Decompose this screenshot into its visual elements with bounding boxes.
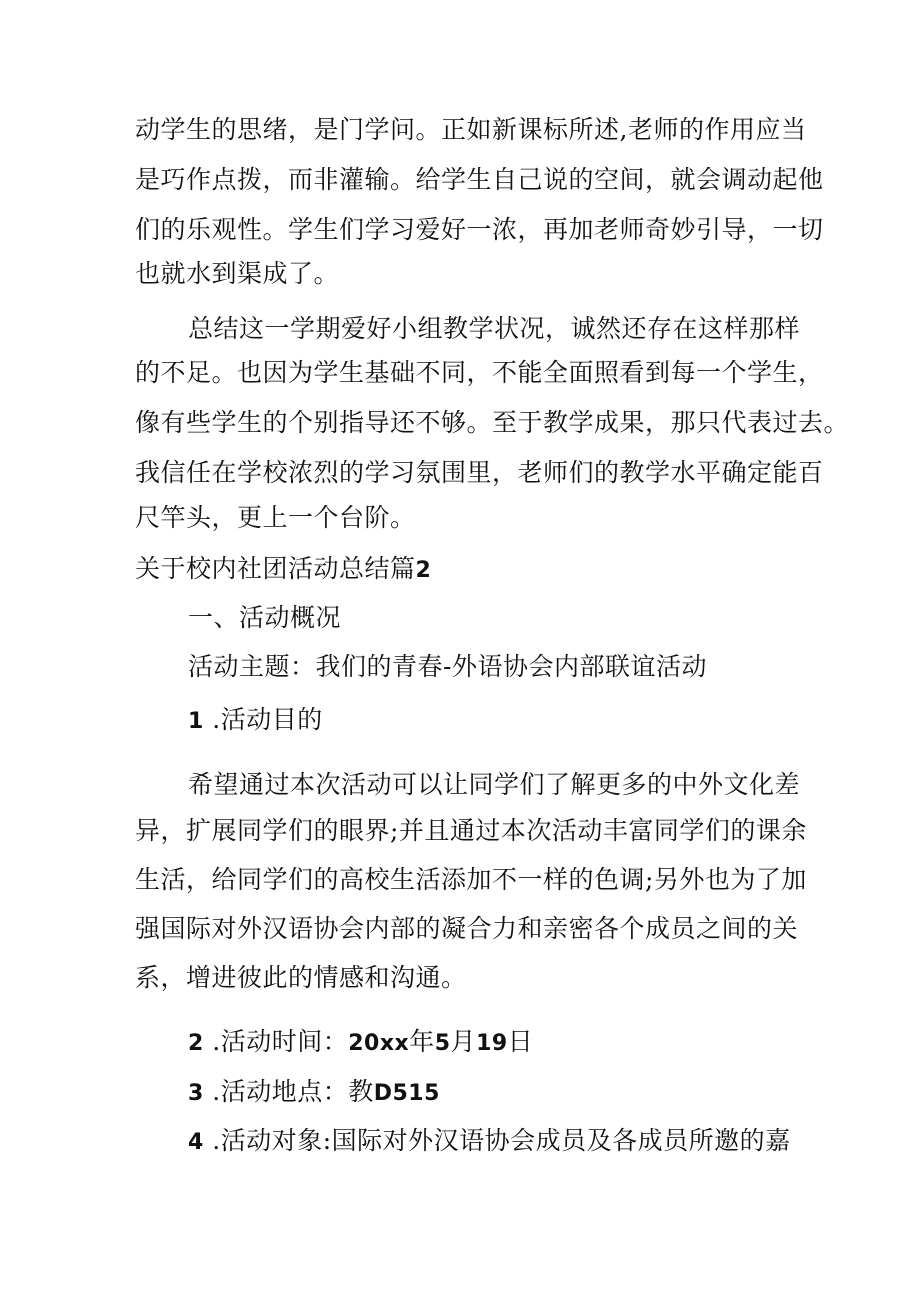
item-label: .活动对象:国际对外汉语协会成员及各成员所邀的嘉 [212, 1126, 791, 1155]
room-number: D515 [373, 1081, 440, 1106]
paragraph-line: 强国际对外汉语协会内部的凝合力和亲密各个成员之间的关 [135, 914, 799, 943]
item-label: .活动地点：教 [212, 1077, 374, 1106]
paragraph-line: 尺竿头，更上一个台阶。 [135, 503, 416, 532]
item-number: 1 [188, 709, 204, 734]
date-year: 20xx [348, 1031, 410, 1056]
section-title-number: 2 [415, 558, 432, 583]
date-day: 19 [476, 1031, 508, 1056]
paragraph-line: 的不足。也因为学生基础不同，不能全面照看到每一个学生， [135, 358, 824, 387]
item-purpose [188, 702, 323, 740]
paragraph-line: 也就水到渠成了。 [135, 259, 340, 288]
paragraph-line: 异，扩展同学们的眼界;并且通过本次活动丰富同学们的课余 [135, 816, 807, 845]
item-participants [188, 1123, 791, 1161]
paragraph-line: 希望通过本次活动可以让同学们了解更多的中外文化差 [188, 770, 801, 799]
item-label: .活动目的 [212, 705, 323, 734]
paragraph-line: 们的乐观性。学生们学习爱好一浓，再加老师奇妙引导，一切 [135, 215, 824, 244]
paragraph-line: 系，增进彼此的情感和沟通。 [135, 963, 467, 992]
item-number: 4 [188, 1130, 204, 1155]
paragraph-line: 我信任在学校浓烈的学习氛围里，老师们的教学水平确定能百 [135, 458, 824, 487]
date-month-char: 月 [450, 1027, 477, 1056]
item-time [188, 1024, 533, 1062]
item-number: 3 [188, 1081, 204, 1106]
section-title-text: 关于校内社团活动总结篇 [135, 554, 416, 583]
activity-theme: 活动主题：我们的青春-外语协会内部联谊活动 [188, 652, 707, 681]
paragraph-line: 生活，给同学们的高校生活添加不一样的色调;另外也为了加 [135, 865, 807, 894]
item-label: .活动时间： [212, 1027, 349, 1056]
item-location [188, 1074, 440, 1112]
date-year-char: 年 [409, 1027, 435, 1056]
overview-heading: 一、活动概况 [188, 603, 342, 632]
item-number: 2 [188, 1031, 204, 1056]
date-day-char: 日 [507, 1027, 534, 1056]
paragraph-line: 动学生的思绪，是门学问。正如新课标所述,老师的作用应当 [135, 115, 807, 144]
paragraph-line: 像有些学生的个别指导还不够。至于教学成果，那只代表过去。 [135, 408, 850, 437]
paragraph-line: 是巧作点拨，而非灌输。给学生自己说的空间，就会调动起他 [135, 165, 824, 194]
paragraph-line: 总结这一学期爱好小组教学状况，诚然还存在这样那样 [188, 314, 801, 343]
section-title [135, 551, 431, 589]
date-month: 5 [434, 1031, 451, 1056]
